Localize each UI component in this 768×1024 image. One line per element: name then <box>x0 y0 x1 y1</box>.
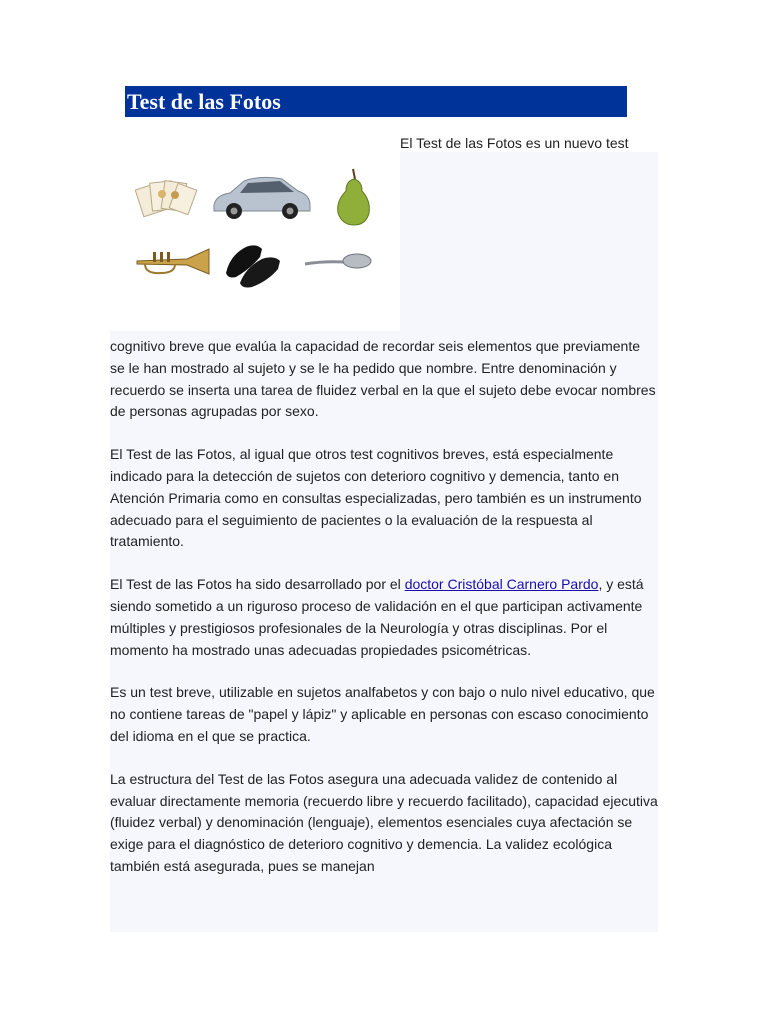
paragraph-3-end: , y está siendo sometido a un riguroso proceso de validación en el que participan activamente múltiples y prestigiosos profesionales de la Neurología y otras disciplinas. Por el momento ha mostrado unas adecuadas propiedades psicométricas. <box>110 576 644 658</box>
paragraph-5: La estructura del Test de las Fotos asegura una adecuada validez de contenido al evaluar directamente memoria (recuerdo libre y recuerdo facilitado), capacidad ejecutiva (fluidez verbal) y denominación (lenguaje), elementos esenciales cuya afectación se exige para el diagnóstico de deterioro cognitivo y demencia. La validez ecológica también está asegurada, pues se manejan <box>110 770 658 874</box>
page-title: Test de las Fotos <box>125 86 627 117</box>
spoon-icon <box>303 251 373 273</box>
paragraph-4: Es un test breve, utilizable en sujetos analfabetos y con bajo o nulo nivel educativo, que no contiene tareas de "papel y lápiz" y aplicable en personas con escaso conocimiento del idioma en el que se practica. <box>110 684 655 744</box>
paragraph-2: El Test de las Fotos, al igual que otros test cognitivos breves, está especialmente indicado para la detección de sujetos con deterioro cognitivo y demencia, tanto en Atención Primaria como en consultas especializadas, pero también es un instrumento adecuado para el seguimiento de pacientes o la evaluación de la respuesta al tratamiento. <box>110 446 642 550</box>
photo-cards-icon <box>135 176 197 218</box>
shoes-icon <box>222 235 286 289</box>
paragraph-3 <box>110 574 658 661</box>
car-icon <box>210 173 314 223</box>
article-body <box>110 336 658 899</box>
paragraph-1: cognitivo breve que evalúa la capacidad de recordar seis elementos que previamente se le han mostrado al sujeto y se le ha pedido que nombre. Entre denominación y recuerdo se inserta una tarea de fluidez verbal en la que el sujeto debe evocar nombres de personas agrupadas por sexo. <box>110 338 656 420</box>
trumpet-icon <box>135 246 213 278</box>
author-link[interactable]: doctor Cristóbal Carnero Pardo <box>404 576 599 593</box>
test-photos <box>110 133 400 331</box>
pear-icon <box>332 167 374 227</box>
intro-text: El Test de las Fotos es un nuevo test <box>400 135 629 151</box>
paragraph-3-start: El Test de las Fotos ha sido desarrollado por el <box>110 576 405 593</box>
